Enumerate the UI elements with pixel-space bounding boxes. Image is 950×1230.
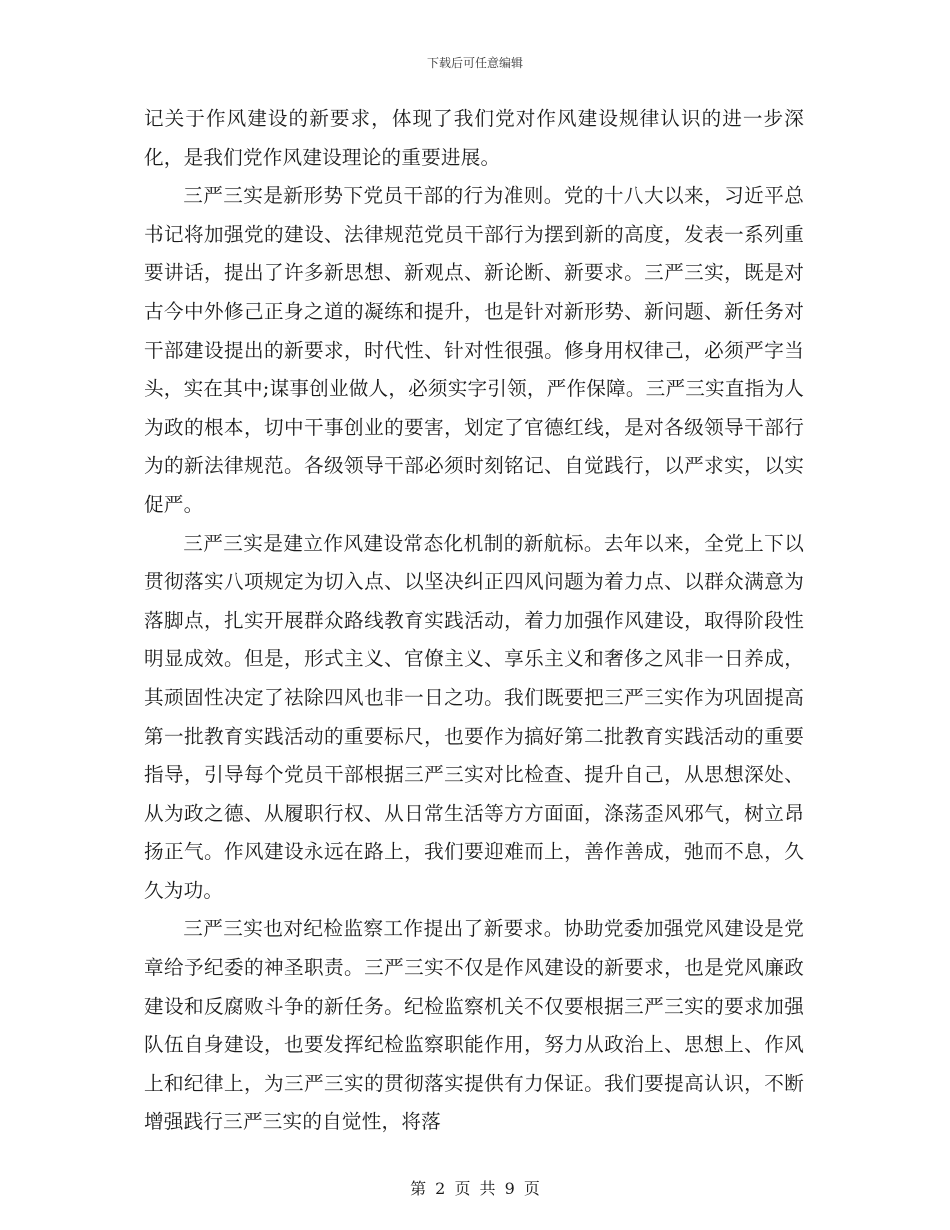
page-number-footer: 第 2 页 共 9 页 <box>410 1179 540 1198</box>
document-body <box>144 100 804 1142</box>
page-header: 下载后可任意编辑 <box>426 56 523 70</box>
paragraph: 三严三实也对纪检监察工作提出了新要求。协助党委加强党风建设是党章给予纪委的神圣职责。三严三实不仅是作风建设的新要求，也是党风廉政建设和反腐败斗争的新任务。纪检监察机关不仅要根据三严三实的要求加强队伍自身建设，也要发挥纪检监察职能作用，努力从政治上、思想上、作风上和纪律上，为三严三实的贯彻落实提供有力保证。我们要提高认识，不断增强践行三严三实的自觉性，将落 <box>144 917 804 1134</box>
paragraph-continuation: 记关于作风建设的新要求，体现了我们党对作风建设规律认识的进一步深化，是我们党作风建设理论的重要进展。 <box>144 107 804 169</box>
paragraph: 三严三实是新形势下党员干部的行为准则。党的十八大以来，习近平总书记将加强党的建设、法律规范党员干部行为摆到新的高度，发表一系列重要讲话，提出了许多新思想、新观点、新论断、新要求。三严三实，既是对古今中外修己正身之道的凝练和提升，也是针对新形势、新问题、新任务对干部建设提出的新要求，时代性、针对性很强。修身用权律己，必须严字当头，实在其中;谋事创业做人，必须实字引领，严作保障。三严三实直指为人为政的根本，切中干事创业的要害，划定了官德红线，是对各级领导干部行为的新法律规范。各级领导干部必须时刻铭记、自觉践行，以严求实，以实促严。 <box>144 184 804 516</box>
paragraph: 三严三实是建立作风建设常态化机制的新航标。去年以来，全党上下以贯彻落实八项规定为切入点、以坚决纠正四风问题为着力点、以群众满意为落脚点，扎实开展群众路线教育实践活动，着力加强作风建设，取得阶段性明显成效。但是，形式主义、官僚主义、享乐主义和奢侈之风非一日养成，其顽固性决定了祛除四风也非一日之功。我们既要把三严三实作为巩固提高第一批教育实践活动的重要标尺，也要作为搞好第二批教育实践活动的重要指导，引导每个党员干部根据三严三实对比检查、提升自己，从思想深处、从为政之德、从履职行权、从日常生活等方方面面，涤荡歪风邪气，树立昂扬正气。作风建设永远在路上，我们要迎难而上，善作善成，弛而不息，久久为功。 <box>144 531 804 902</box>
